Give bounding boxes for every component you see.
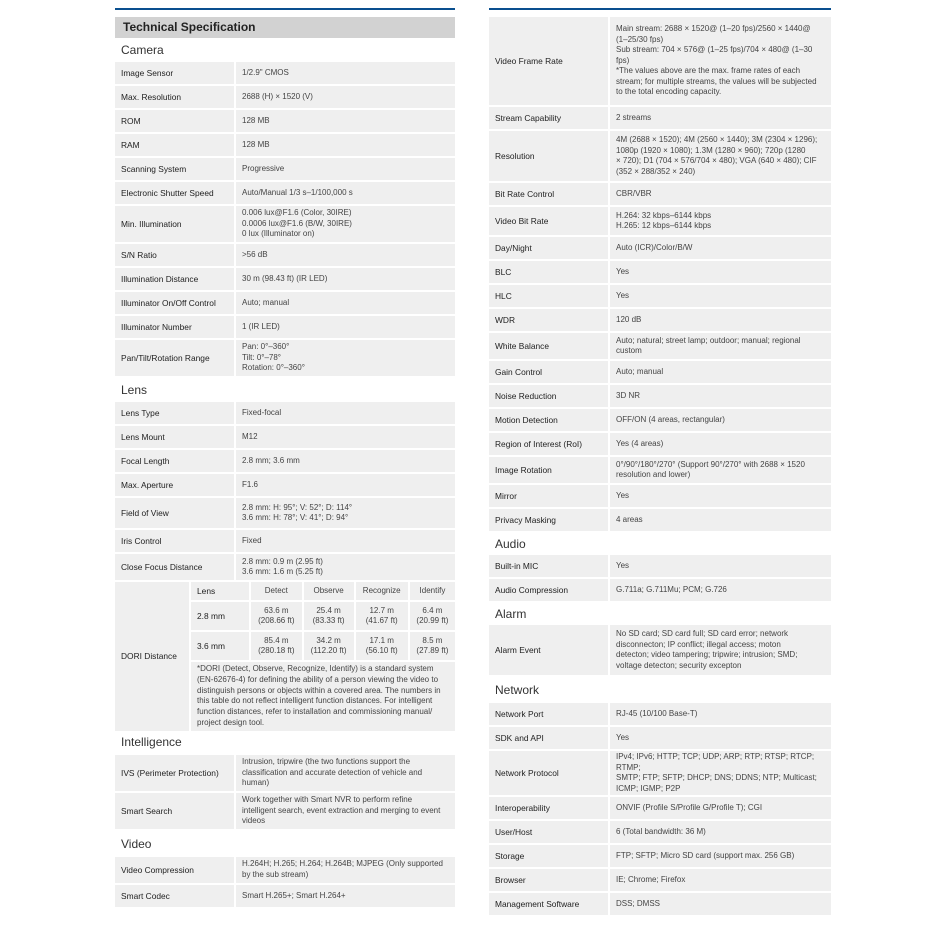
dori-cell: 34.2 m (112.20 ft) — [302, 632, 354, 662]
spec-value-line: 0°/90°/180°/270° (Support 90°/270° with 2688 × 1520 — [616, 459, 805, 469]
spec-row — [489, 845, 831, 867]
spec-value-line: Yes — [616, 490, 630, 500]
spec-value-line: Yes — [616, 266, 630, 276]
spec-key: Image Rotation — [489, 457, 608, 483]
spec-value-line: Tilt: 0°–78° — [242, 352, 282, 362]
spec-key: Built-in MIC — [489, 555, 608, 577]
spec-value-line: voltage detecton; security excepton — [616, 660, 742, 670]
spec-value — [608, 309, 831, 331]
spec-key: S/N Ratio — [115, 244, 234, 266]
spec-value — [234, 62, 455, 84]
spec-key: Video Bit Rate — [489, 207, 608, 235]
dori-lens: 3.6 mm — [191, 632, 249, 662]
spec-value — [608, 107, 831, 129]
spec-key: Bit Rate Control — [489, 183, 608, 205]
spec-row — [489, 485, 831, 507]
spec-key: Electronic Shutter Speed — [115, 182, 234, 204]
spec-key: Mirror — [489, 485, 608, 507]
spec-row — [115, 316, 455, 338]
spec-row — [489, 509, 831, 531]
spec-value — [608, 579, 831, 601]
spec-value-line: custom — [616, 346, 642, 355]
spec-key: Resolution — [489, 131, 608, 181]
spec-value — [234, 530, 455, 552]
spec-value-line: CBR/VBR — [616, 188, 652, 198]
dori-cell: 85.4 m (280.18 ft) — [249, 632, 302, 662]
spec-key: Lens Mount — [115, 426, 234, 448]
spec-row — [489, 625, 831, 675]
spec-value-line: No SD card; SD card full; SD card error; network — [616, 629, 789, 638]
spec-row — [115, 158, 455, 180]
spec-value-line: 30 m (98.43 ft) (IR LED) — [242, 273, 328, 283]
spec-value — [608, 869, 831, 891]
spec-key: Network Port — [489, 703, 608, 725]
spec-value-line: 120 dB — [616, 314, 642, 324]
spec-key: Motion Detection — [489, 409, 608, 431]
spec-value-line: 3.6 mm: 1.6 m (5.25 ft) — [242, 567, 323, 576]
spec-value-line: 128 MB — [242, 139, 270, 149]
spec-value-line: fps) — [616, 55, 630, 65]
spec-value-line: × 720); D1 (704 × 576/704 × 480); VGA (640 × 480); CIF — [616, 156, 817, 165]
spec-key: Network Protocol — [489, 751, 608, 795]
spec-value-line: Work together with Smart NVR to perform refine — [242, 795, 413, 805]
spec-value — [608, 797, 831, 819]
spec-value-line: (352 × 288/352 × 240) — [616, 166, 696, 176]
section-network: Network — [495, 683, 540, 697]
dori-header-detect: Detect — [249, 582, 302, 602]
spec-key: ROM — [115, 110, 234, 132]
spec-row — [115, 450, 455, 472]
spec-row — [115, 426, 455, 448]
spec-value — [608, 433, 831, 455]
spec-value-line: 1/2.9" CMOS — [242, 67, 289, 77]
spec-key: Smart Codec — [115, 885, 234, 907]
spec-value-line: 2688 (H) × 1520 (V) — [242, 91, 313, 101]
spec-row — [115, 62, 455, 84]
spec-key: White Balance — [489, 333, 608, 359]
spec-key: SDK and API — [489, 727, 608, 749]
spec-value-line: 0.006 lux@F1.6 (Color, 30IRE) — [242, 208, 352, 218]
spec-value-line: 2.8 mm: 0.9 m (2.95 ft) — [242, 556, 323, 566]
spec-value-line: ICMP; IGMP; P2P — [616, 783, 681, 793]
spec-row — [115, 268, 455, 290]
spec-row — [489, 893, 831, 915]
spec-row — [115, 857, 455, 883]
spec-row — [489, 207, 831, 235]
spec-row — [489, 409, 831, 431]
spec-value-line: Fixed-focal — [242, 407, 282, 417]
spec-value-line: 1 (IR LED) — [242, 321, 280, 331]
spec-value — [234, 426, 455, 448]
spec-value-line: detecton; video tampering; tripwire; intrusion; SMD; — [616, 650, 798, 659]
spec-value-line: 4 areas — [616, 514, 643, 524]
spec-value-line: 4M (2688 × 1520); 4M (2560 × 1440); 3M (2304 × 1296); — [616, 135, 818, 144]
section-audio: Audio — [495, 537, 526, 551]
spec-value-line: DSS; DMSS — [616, 898, 661, 908]
spec-value — [234, 134, 455, 156]
spec-key: IVS (Perimeter Protection) — [115, 755, 234, 791]
spec-value — [234, 86, 455, 108]
spec-value — [234, 554, 455, 580]
spec-value-line: Yes — [616, 560, 630, 570]
spec-value — [234, 474, 455, 496]
spec-key: Min. Illumination — [115, 206, 234, 242]
spec-value-line: 128 MB — [242, 115, 270, 125]
alarm-table — [489, 623, 831, 677]
dori-label: DORI Distance — [121, 651, 177, 662]
spec-key: Privacy Masking — [489, 509, 608, 531]
spec-row — [489, 361, 831, 383]
spec-value-line: videos — [242, 816, 266, 826]
top-rule — [115, 8, 455, 10]
spec-row — [115, 885, 455, 907]
spec-row — [115, 292, 455, 314]
spec-value — [608, 821, 831, 843]
spec-value — [234, 206, 455, 242]
spec-value-line: Auto (ICR)/Color/B/W — [616, 242, 693, 252]
spec-value-line: H.264H; H.265; H.264; H.264B; MJPEG (Only supported — [242, 859, 443, 869]
spec-row — [489, 703, 831, 725]
dori-cell: 25.4 m (83.33 ft) — [302, 602, 354, 632]
spec-value-line: OFF/ON (4 areas, rectangular) — [616, 414, 725, 424]
spec-value — [234, 340, 455, 376]
section-intelligence: Intelligence — [121, 734, 182, 749]
spec-key: Illumination Distance — [115, 268, 234, 290]
dori-body — [189, 582, 455, 731]
spec-value-line: 2.8 mm; 3.6 mm — [242, 455, 300, 465]
spec-value — [608, 457, 831, 483]
spec-value — [608, 727, 831, 749]
spec-value — [234, 182, 455, 204]
spec-key: Storage — [489, 845, 608, 867]
spec-key: Video Frame Rate — [489, 17, 608, 105]
spec-row — [489, 385, 831, 407]
spec-value — [234, 292, 455, 314]
spec-value-line: disconnecton; IP conflict; illegal access; moton — [616, 639, 781, 649]
spec-row — [489, 797, 831, 819]
spec-row — [115, 474, 455, 496]
spec-key: Audio Compression — [489, 579, 608, 601]
spec-row — [115, 134, 455, 156]
right-column — [489, 8, 831, 917]
top-rule-right — [489, 8, 831, 10]
spec-key: Field of View — [115, 498, 234, 528]
spec-value-line: RJ-45 (10/100 Base-T) — [616, 708, 698, 718]
spec-key: Illuminator Number — [115, 316, 234, 338]
spec-value — [234, 885, 455, 907]
spec-value — [608, 333, 831, 359]
spec-key: Stream Capability — [489, 107, 608, 129]
spec-value — [234, 857, 455, 883]
spec-value-line: 0.0006 lux@F1.6 (B/W, 30IRE) — [242, 218, 352, 228]
spec-value — [608, 385, 831, 407]
spec-row — [489, 821, 831, 843]
dori-lens: 2.8 mm — [191, 602, 249, 632]
dori-header-observe: Observe — [302, 582, 354, 602]
spec-value-line: Auto/Manual 1/3 s–1/100,000 s — [242, 187, 353, 197]
spec-value-line: resolution and lower) — [616, 470, 691, 479]
dori-header-row — [191, 582, 455, 602]
spec-value-line: 3D NR — [616, 390, 641, 400]
spec-value-line: Fixed — [242, 535, 262, 545]
spec-value — [608, 555, 831, 577]
spec-value-line: intelligent search, event extraction and merging to event — [242, 805, 441, 815]
spec-key: Gain Control — [489, 361, 608, 383]
spec-value-line: Smart H.265+; Smart H.264+ — [242, 890, 346, 900]
spec-key: Noise Reduction — [489, 385, 608, 407]
dori-row-36 — [191, 632, 455, 662]
spec-row — [115, 755, 455, 791]
spec-row — [489, 579, 831, 601]
spec-value-line: Intrusion, tripwire (the two functions support the — [242, 757, 411, 767]
spec-value — [608, 207, 831, 235]
spec-value-line: *The values above are the max. frame rates of each — [616, 66, 801, 76]
spec-key: Video Compression — [115, 857, 234, 883]
spec-value — [234, 793, 455, 829]
intelligence-table — [115, 753, 455, 831]
camera-table — [115, 60, 455, 378]
spec-key: Iris Control — [115, 530, 234, 552]
spec-key: HLC — [489, 285, 608, 307]
spec-row — [115, 206, 455, 242]
spec-key: Management Software — [489, 893, 608, 915]
spec-value — [234, 450, 455, 472]
spec-key: RAM — [115, 134, 234, 156]
spec-value-line: Auto; natural; street lamp; outdoor; manual; regional — [616, 335, 801, 345]
spec-value-line: to the total encoding capacity. — [616, 87, 722, 97]
audio-table — [489, 553, 831, 603]
spec-key: Smart Search — [115, 793, 234, 829]
spec-row — [115, 402, 455, 424]
spec-value — [608, 845, 831, 867]
spec-value — [608, 893, 831, 915]
page-title: Technical Specification — [115, 17, 455, 38]
spec-row — [489, 333, 831, 359]
spec-key: Max. Resolution — [115, 86, 234, 108]
spec-row — [489, 751, 831, 795]
spec-row — [489, 869, 831, 891]
spec-value — [234, 755, 455, 791]
spec-row — [115, 244, 455, 266]
spec-key: Focal Length — [115, 450, 234, 472]
spec-key: Browser — [489, 869, 608, 891]
spec-row — [115, 554, 455, 580]
spec-value-line: classification and accurate detection of vehicle and — [242, 767, 423, 777]
spec-value — [608, 237, 831, 259]
dori-cell: 8.5 m (27.89 ft) — [408, 632, 455, 662]
spec-value-line: 1080p (1920 × 1080); 1.3M (1280 × 960); 720p (1280 — [616, 145, 806, 155]
spec-value — [608, 285, 831, 307]
spec-value — [608, 751, 831, 795]
dori-cell: 12.7 m (41.67 ft) — [354, 602, 408, 632]
dori-cell: 6.4 m (20.99 ft) — [408, 602, 455, 632]
spec-key: Interoperability — [489, 797, 608, 819]
dori-cell: 63.6 m (208.66 ft) — [249, 602, 302, 632]
spec-key: Lens Type — [115, 402, 234, 424]
spec-value — [608, 625, 831, 675]
spec-row — [489, 727, 831, 749]
section-video: Video — [121, 836, 152, 851]
spec-value — [234, 498, 455, 528]
spec-value-line: IE; Chrome; Firefox — [616, 874, 686, 884]
spec-row — [115, 86, 455, 108]
spec-row — [489, 457, 831, 483]
spec-row — [489, 555, 831, 577]
left-column — [115, 8, 455, 909]
spec-key: Day/Night — [489, 237, 608, 259]
dori-header-lens: Lens — [191, 582, 249, 602]
spec-value — [234, 268, 455, 290]
spec-value — [234, 158, 455, 180]
dori-row-28 — [191, 602, 455, 632]
dori-table — [191, 582, 455, 662]
video-table-left — [115, 855, 455, 909]
spec-key: BLC — [489, 261, 608, 283]
spec-key: WDR — [489, 309, 608, 331]
spec-value-line: Yes (4 areas) — [616, 438, 664, 448]
spec-value-line: stream; for multiple streams, the values will be subjected — [616, 76, 817, 86]
spec-row — [489, 183, 831, 205]
spec-value-line: Rotation: 0°–360° — [242, 363, 305, 373]
spec-value — [608, 509, 831, 531]
spec-value-line: Auto; manual — [616, 366, 664, 376]
spec-value-line: >56 dB — [242, 249, 268, 259]
section-camera: Camera — [121, 43, 164, 57]
spec-value-line: Progressive — [242, 163, 285, 173]
spec-row — [489, 433, 831, 455]
spec-value — [234, 316, 455, 338]
lens-table — [115, 400, 455, 582]
spec-row — [115, 530, 455, 552]
spec-value — [608, 17, 831, 105]
spec-key: User/Host — [489, 821, 608, 843]
spec-row — [489, 107, 831, 129]
spec-value-line: F1.6 — [242, 479, 259, 489]
spec-row — [115, 793, 455, 829]
dori-header-recognize: Recognize — [354, 582, 408, 602]
spec-value-line: Yes — [616, 290, 630, 300]
spec-value-line: H.265: 12 kbps–6144 kbps — [616, 221, 712, 230]
spec-value-line: human) — [242, 778, 270, 788]
spec-value-line: M12 — [242, 431, 258, 441]
spec-value-line: Pan: 0°–360° — [242, 342, 290, 352]
spec-value-line: (1–25/30 fps) — [616, 34, 664, 44]
spec-key: Image Sensor — [115, 62, 234, 84]
spec-key: Pan/Tilt/Rotation Range — [115, 340, 234, 376]
network-table — [489, 701, 831, 917]
spec-row — [115, 110, 455, 132]
spec-key: Illuminator On/Off Control — [115, 292, 234, 314]
spec-value-line: Sub stream: 704 × 576@ (1–25 fps)/704 × 480@ (1–30 — [616, 45, 813, 55]
spec-value — [234, 244, 455, 266]
spec-value-line: ONVIF (Profile S/Profile G/Profile T); CGI — [616, 802, 763, 812]
spec-value-line: 2 streams — [616, 112, 652, 122]
spec-key: Alarm Event — [489, 625, 608, 675]
spec-row — [115, 340, 455, 376]
spec-row — [115, 498, 455, 528]
spec-value-line: SMTP; FTP; SFTP; DHCP; DNS; DDNS; NTP; Multicast; — [616, 773, 817, 782]
spec-value — [608, 409, 831, 431]
spec-value-line: by the sub stream) — [242, 869, 309, 879]
spec-value-line: FTP; SFTP; Micro SD card (support max. 256 GB) — [616, 850, 795, 860]
spec-value — [234, 402, 455, 424]
dori-block — [115, 582, 455, 731]
spec-value-line: G.711a; G.711Mu; PCM; G.726 — [616, 584, 727, 594]
spec-value — [608, 485, 831, 507]
video-table-right — [489, 15, 831, 533]
spec-key: Max. Aperture — [115, 474, 234, 496]
spec-row — [489, 309, 831, 331]
spec-value — [608, 131, 831, 181]
spec-value-line: 6 (Total bandwidth: 36 M) — [616, 826, 706, 836]
spec-value-line: 2.8 mm: H: 95°; V: 52°; D: 114° — [242, 502, 353, 512]
spec-value — [234, 110, 455, 132]
spec-value-line: 3.6 mm: H: 78°; V: 41°; D: 94° — [242, 513, 349, 522]
spec-key: Scanning System — [115, 158, 234, 180]
spec-row — [115, 182, 455, 204]
spec-value — [608, 183, 831, 205]
spec-value-line: IPv4; IPv6; HTTP; TCP; UDP; ARP; RTP; RTSP; RTCP; RTMP; — [616, 752, 815, 772]
spec-value-line: Yes — [616, 732, 630, 742]
dori-cell: 17.1 m (56.10 ft) — [354, 632, 408, 662]
spec-value — [608, 361, 831, 383]
spec-row — [489, 131, 831, 181]
spec-key: Close Focus Distance — [115, 554, 234, 580]
spec-value-line: H.264: 32 kbps–6144 kbps — [616, 210, 712, 220]
spec-row — [489, 17, 831, 105]
spec-row — [489, 237, 831, 259]
section-lens: Lens — [121, 383, 148, 397]
spec-row — [489, 285, 831, 307]
spec-value — [608, 261, 831, 283]
section-alarm: Alarm — [495, 607, 527, 621]
dori-header-identify: Identify — [408, 582, 455, 602]
spec-key: Region of Interest (RoI) — [489, 433, 608, 455]
spec-value-line: Main stream: 2688 × 1520@ (1–20 fps)/2560 × 1440@ — [616, 24, 811, 34]
dori-note: *DORI (Detect, Observe, Recognize, Identify) is a standard system (EN-62676-4) for defining the ability of a person viewing the video to distinguish persons or objects within a covered area. The numbers in this table do not reflect intelligent function distances. For intelligent function distances, refer to installation and commissioning manual/ project design tool. — [197, 664, 441, 727]
spec-value-line: Auto; manual — [242, 297, 290, 307]
spec-value — [608, 703, 831, 725]
spec-row — [489, 261, 831, 283]
spec-value-line: 0 lux (Illuminator on) — [242, 229, 315, 239]
